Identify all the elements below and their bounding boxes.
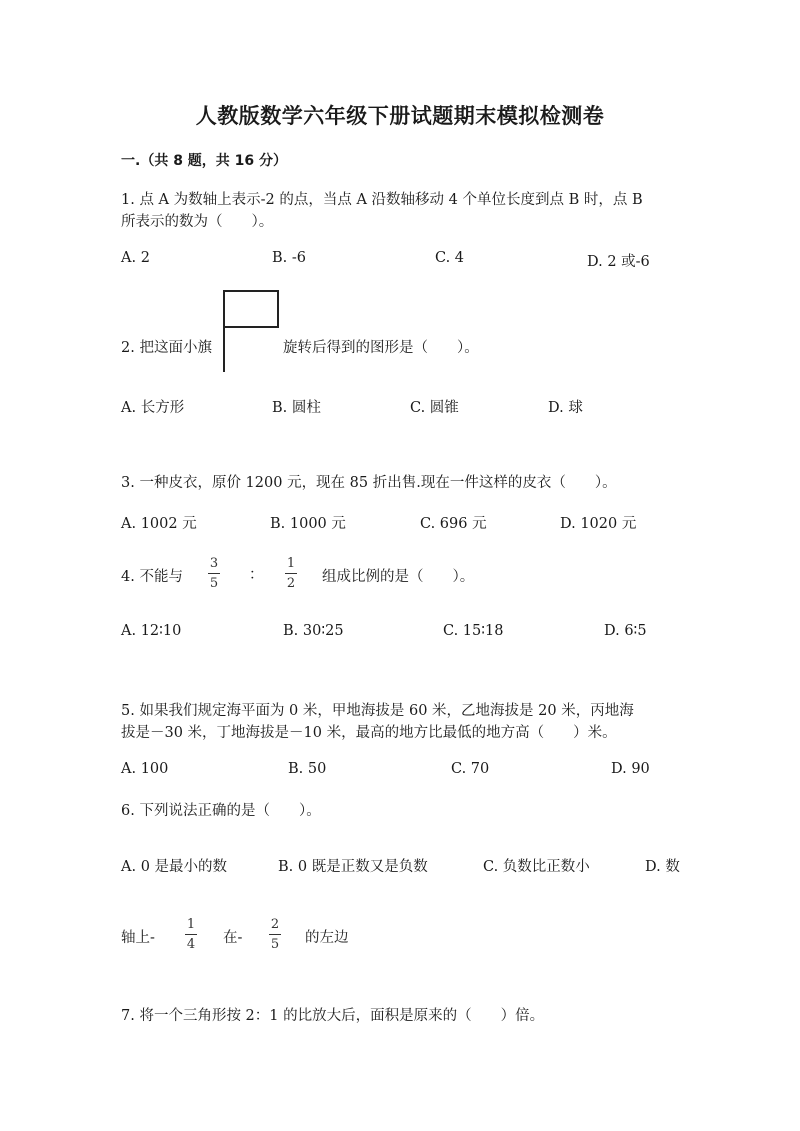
question-6-cont-mid: 在- (223, 930, 243, 946)
page-title: 人教版数学六年级下册试题期末模拟检测卷 (195, 104, 605, 128)
fraction-denominator: 2 (286, 576, 296, 591)
fraction-1-4 (185, 917, 197, 952)
question-4-option-d: D. 6∶5 (604, 623, 647, 639)
question-1-line-2: 所表示的数为（ ）。 (121, 214, 274, 230)
question-7-line-1: 7. 将一个三角形按 2：1 的比放大后，面积是原来的（ ）倍。 (121, 1008, 545, 1024)
question-4-option-a: A. 12∶10 (121, 623, 182, 639)
question-6-option-c: C. 负数比正数小 (483, 859, 590, 875)
question-2-suffix: 旋转后得到的图形是（ ）。 (283, 340, 479, 356)
fraction-bar (185, 934, 197, 935)
question-6-option-d: D. 数 (645, 859, 680, 875)
question-3-option-a: A. 1002 元 (121, 516, 197, 532)
fraction-3-5 (208, 556, 220, 591)
question-5-option-a: A. 100 (121, 761, 169, 777)
fraction-bar (208, 573, 220, 574)
fraction-denominator: 5 (270, 937, 280, 952)
question-5-option-b: B. 50 (288, 761, 327, 777)
question-2-option-c: C. 圆锥 (410, 400, 459, 416)
fraction-denominator: 5 (209, 576, 219, 591)
fraction-1-2 (285, 556, 297, 591)
question-1-option-a: A. 2 (121, 250, 150, 266)
question-5-option-c: C. 70 (451, 761, 490, 777)
question-1-option-d: D. 2 或-6 (587, 254, 650, 270)
question-5-line-2: 拔是－30 米，丁地海拔是－10 米，最高的地方比最低的地方高（ ）米。 (121, 725, 617, 741)
question-1-option-c: C. 4 (435, 250, 465, 266)
fraction-2-5 (269, 917, 281, 952)
question-5-option-d: D. 90 (611, 761, 650, 777)
question-2-option-d: D. 球 (548, 400, 583, 416)
question-2-prefix: 2. 把这面小旗 (121, 340, 212, 356)
question-2-option-a: A. 长方形 (121, 400, 185, 416)
fraction-numerator: 2 (270, 917, 280, 932)
question-6-line-1: 6. 下列说法正确的是（ ）。 (121, 803, 321, 819)
question-2-option-b: B. 圆柱 (272, 400, 321, 416)
question-3-option-b: B. 1000 元 (270, 516, 346, 532)
flag-figure (222, 290, 280, 372)
question-4-suffix: 组成比例的是（ ）。 (322, 569, 475, 585)
question-6-option-b: B. 0 既是正数又是负数 (278, 859, 428, 875)
fraction-numerator: 1 (186, 917, 196, 932)
question-3-option-d: D. 1020 元 (560, 516, 637, 532)
fraction-numerator: 3 (209, 556, 219, 571)
question-6-option-a: A. 0 是最小的数 (121, 859, 228, 875)
fraction-numerator: 1 (286, 556, 296, 571)
question-5-line-1: 5. 如果我们规定海平面为 0 米，甲地海拔是 60 米，乙地海拔是 20 米，丙地海 (121, 703, 634, 719)
question-6-cont-suffix: 的左边 (305, 930, 349, 946)
ratio-colon: ： (249, 567, 264, 583)
question-1-line-1: 1. 点 A 为数轴上表示-2 的点，当点 A 沿数轴移动 4 个单位长度到点 B 时，点 B (121, 192, 643, 208)
question-3-line-1: 3. 一种皮衣，原价 1200 元，现在 85 折出售.现在一件这样的皮衣（ ）。 (121, 475, 617, 491)
section-heading: 一.（共 8 题，共 16 分） (121, 153, 288, 169)
question-6-cont-prefix: 轴上- (121, 930, 155, 946)
fraction-denominator: 4 (186, 937, 196, 952)
question-3-option-c: C. 696 元 (420, 516, 487, 532)
fraction-bar (285, 573, 297, 574)
fraction-bar (269, 934, 281, 935)
question-4-option-b: B. 30∶25 (283, 623, 344, 639)
question-4-option-c: C. 15∶18 (443, 623, 504, 639)
question-1-option-b: B. -6 (272, 250, 306, 266)
question-4-prefix: 4. 不能与 (121, 569, 183, 585)
